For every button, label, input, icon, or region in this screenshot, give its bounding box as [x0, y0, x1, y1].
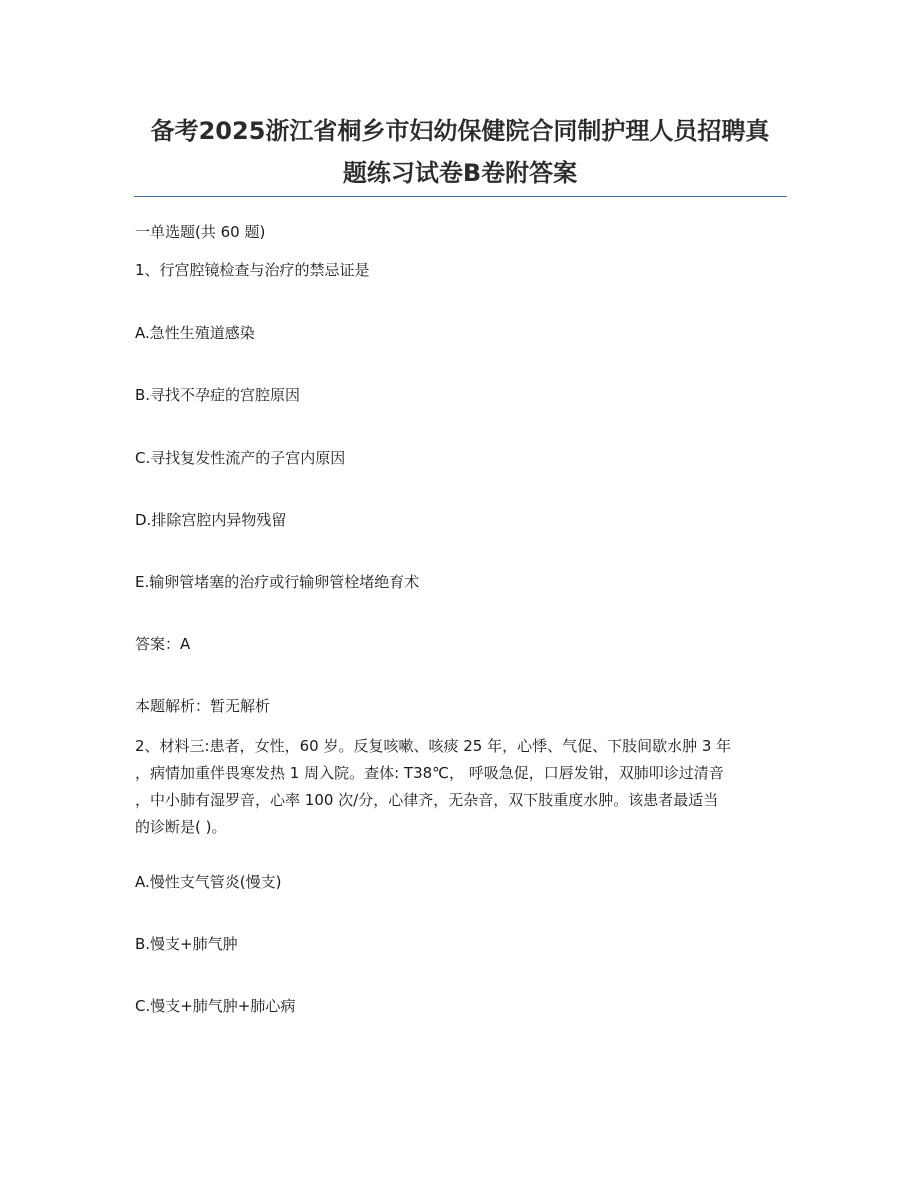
question-2-line-1: 2、材料三:患者，女性，60 岁。反复咳嗽、咳痰 25 年，心悸、气促、下肢间歇水肿 3 年: [135, 737, 732, 755]
question-2-line-3: ，中小肺有湿罗音，心率 100 次/分，心律齐，无杂音，双下肢重度水肿。该患者最适当: [135, 791, 719, 809]
question-2-option-b: B.慢支+肺气肿: [135, 935, 238, 953]
section-header: 一单选题(共 60 题): [135, 223, 266, 241]
question-1-answer: 答案：A: [135, 635, 191, 653]
page-title-line-2: 题练习试卷B卷附答案: [342, 159, 578, 187]
question-1-analysis: 本题解析：暂无解析: [135, 697, 271, 715]
question-1-option-b: B.寻找不孕症的宫腔原因: [135, 386, 301, 404]
question-2-line-2: ，病情加重伴畏寒发热 1 周入院。查体: T38℃， 呼吸急促，口唇发钳，双肺叩诊过清音: [135, 764, 724, 782]
page-title: [120, 110, 800, 194]
title-divider: [134, 196, 787, 197]
question-2-line-4: 的诊断是( )。: [135, 818, 227, 836]
question-1-text: 1、行宫腔镜检查与治疗的禁忌证是: [135, 261, 370, 279]
question-1-option-e: E.输卵管堵塞的治疗或行输卵管栓堵绝育术: [135, 573, 420, 591]
page-title-line-1: 备考2025浙江省桐乡市妇幼保健院合同制护理人员招聘真: [150, 117, 770, 145]
question-2-text: [135, 733, 785, 841]
question-1-option-c: C.寻找复发性流产的子宫内原因: [135, 449, 346, 467]
question-2-option-a: A.慢性支气管炎(慢支): [135, 873, 282, 891]
question-2-option-c: C.慢支+肺气肿+肺心病: [135, 997, 296, 1015]
question-1-option-a: A.急性生殖道感染: [135, 324, 255, 342]
question-1-option-d: D.排除宫腔内异物残留: [135, 511, 287, 529]
